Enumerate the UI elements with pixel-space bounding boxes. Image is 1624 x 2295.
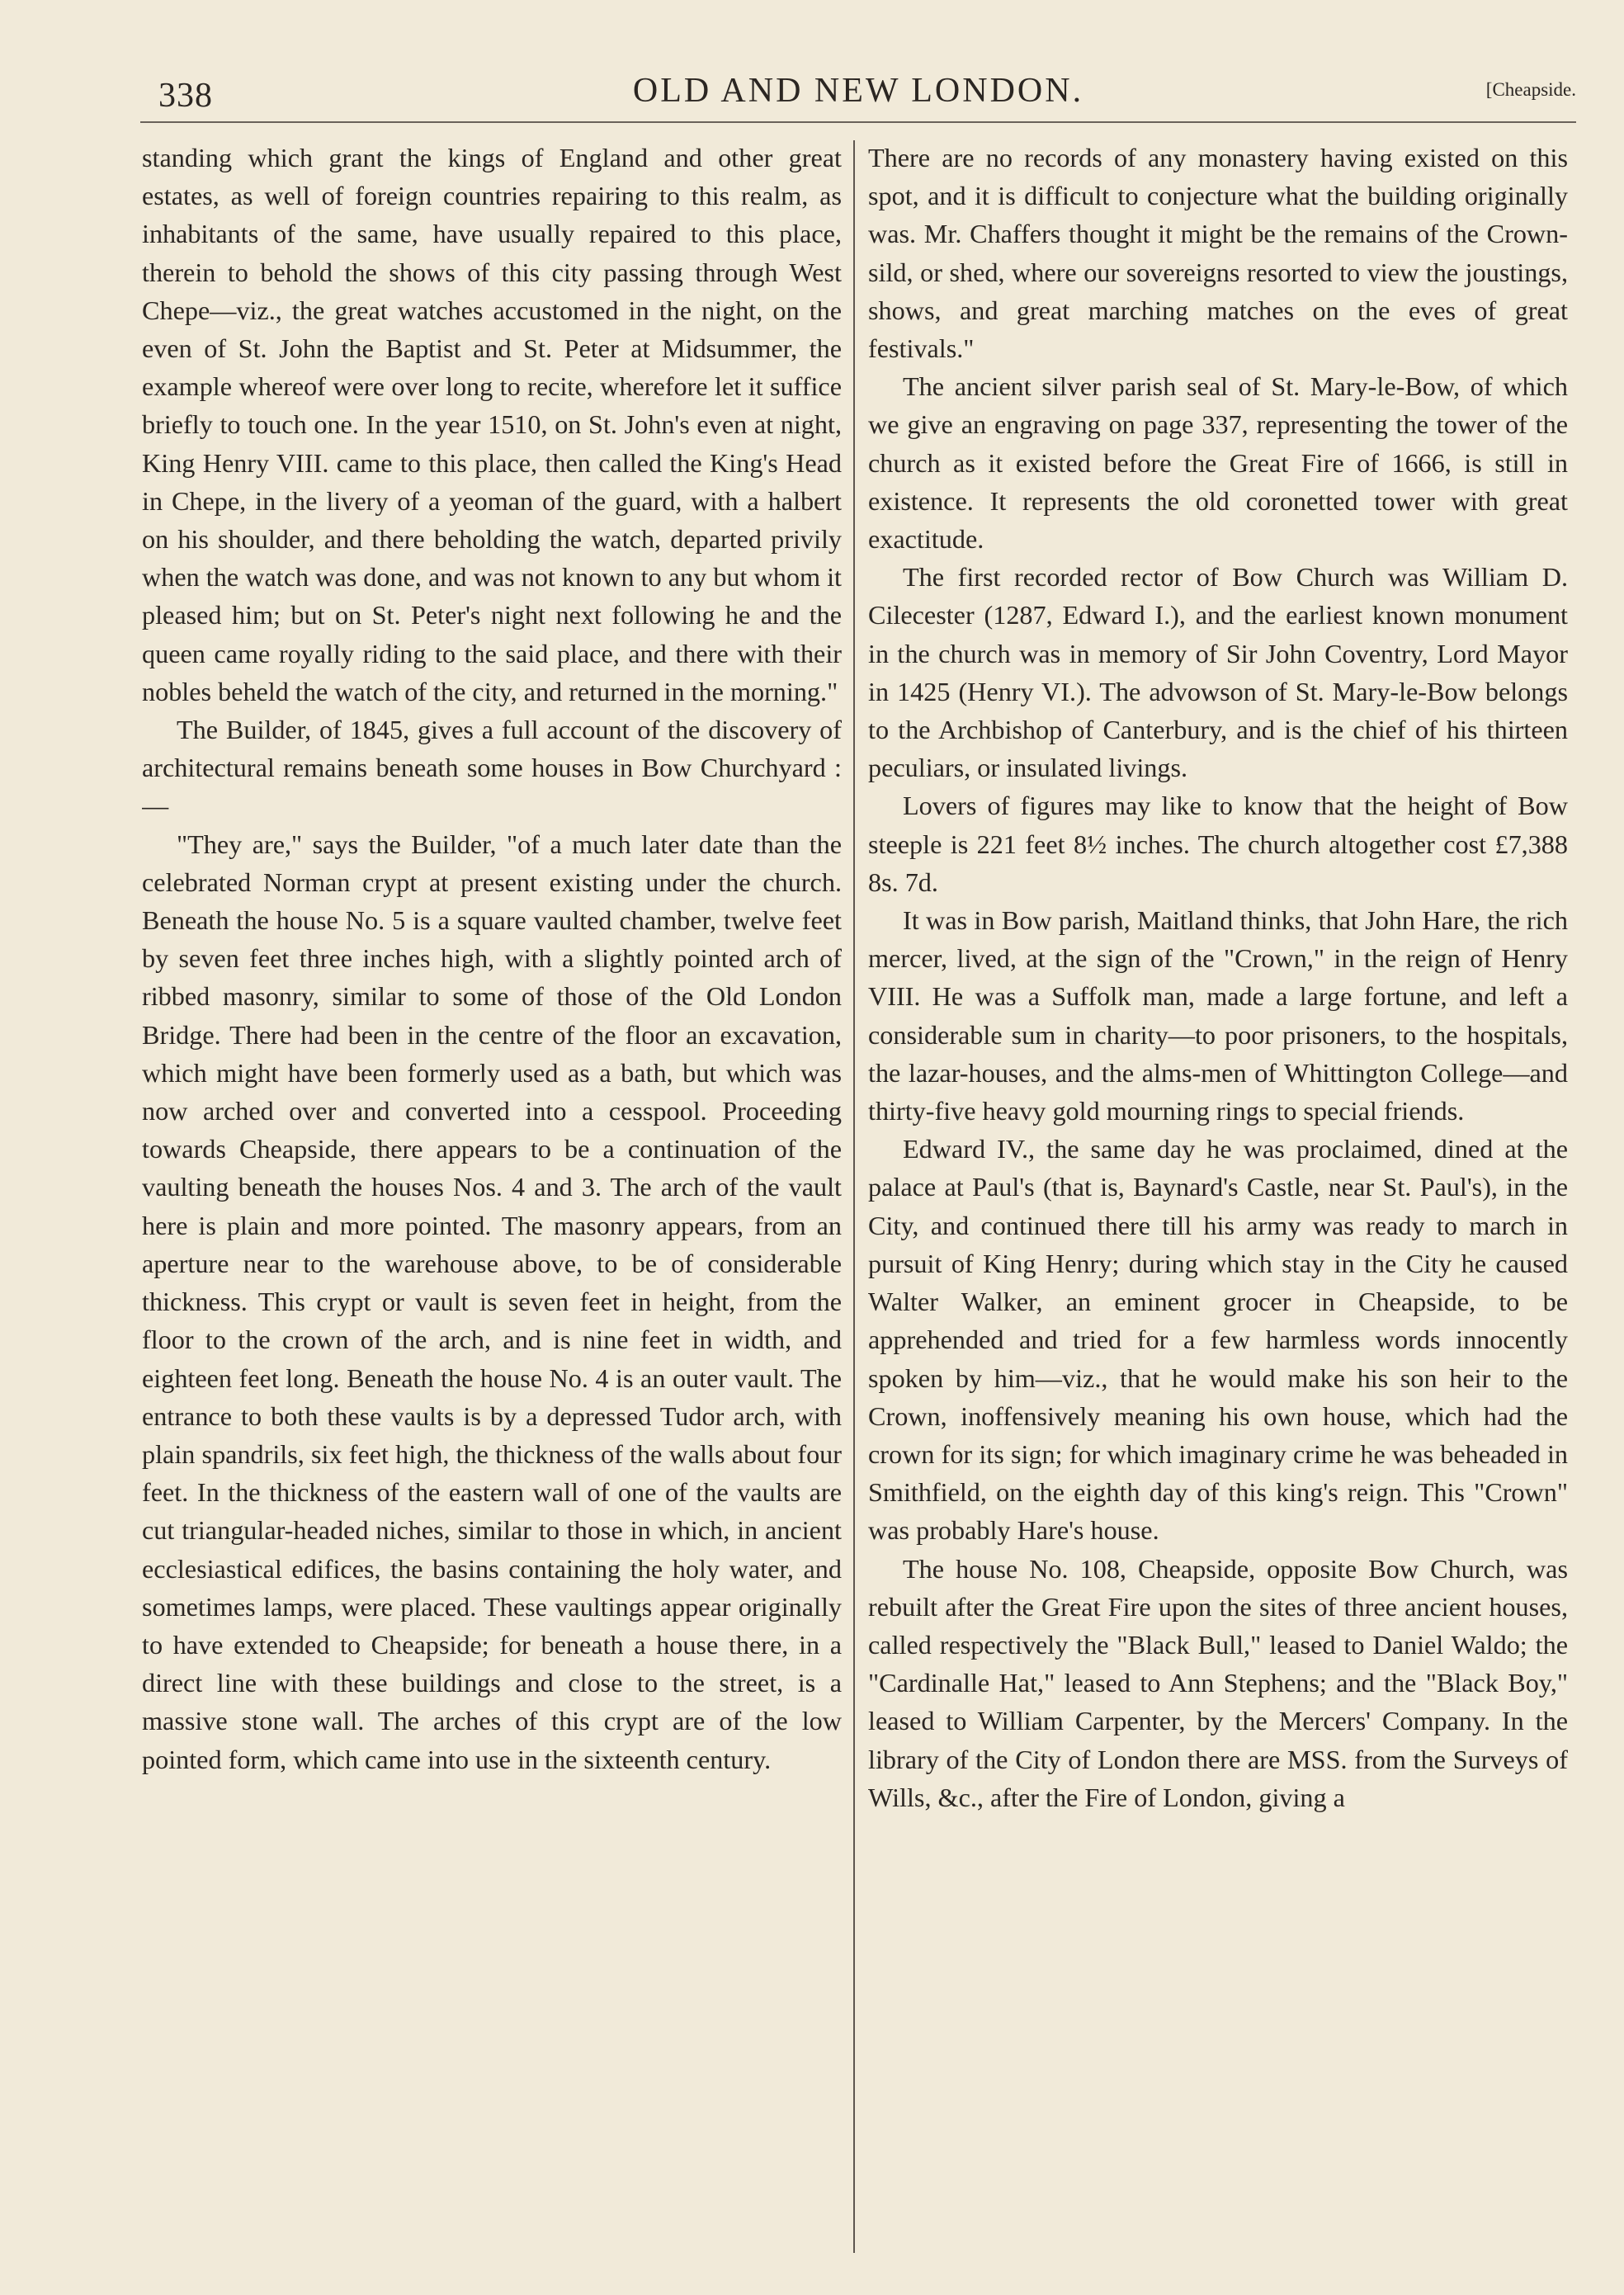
running-title: OLD AND NEW LONDON. — [632, 72, 1084, 110]
paragraph: Lovers of figures may like to know that the height of Bow steeple is 221 feet 8½ inches. The church altogether cost £7,388 8s. 7d. — [868, 791, 1568, 897]
paragraph: standing which grant the kings of England and other great estates, as well of foreign countries repairing to this realm, as inhabitants of the same, have usually repaired to this place, therein to behold the shows of this city passing through West Chepe—viz., the great watches accustomed in the night, on the even of St. John the Baptist and St. Peter at Midsummer, the example whereof were over long to recite, wherefore let it suffice briefly to touch one. In the year 1510, on St. John's even at night, King Henry VIII. came to this place, then called the King's Head in Chepe, in the livery of a yeoman of the guard, with a halbert on his shoulder, and there beholding the watch, departed privily when the watch was done, and was not known to any but whom it pleased him; but on St. Peter's night next following he and the queen came royally riding to the said place, and there with their nobles beheld the watch of the city, and returned in the morning." — [142, 143, 842, 706]
column-divider — [853, 140, 855, 2253]
paragraph: The house No. 108, Cheapside, opposite Bow Church, was rebuilt after the Great Fire upon the sites of three ancient houses, called respectively the "Black Bull," leased to Daniel Waldo; the "Cardinalle Hat," leased to Ann Stephens; and the "Black Boy," leased to William Carpenter, by the Mercers' Company. In the library of the City of London there are MSS. from the Surveys of Wills, &c., after the Fire of London, giving a — [868, 1553, 1568, 1812]
paragraph: The Builder, of 1845, gives a full account of the discovery of architectural remains beneath some houses in Bow Churchyard :— — [142, 715, 842, 821]
paragraph: There are no records of any monastery having existed on this spot, and it is difficult to conjecture what the building originally was. Mr. Chaffers thought it might be the remains of the Crown-sild, or shed, where our sovereigns resorted to view the joustings, shows, and great marching matches on the eves of great festivals." — [868, 143, 1568, 364]
left-column — [142, 139, 842, 2268]
header-rule — [140, 121, 1576, 123]
paragraph: The first recorded rector of Bow Church was William D. Cilecester (1287, Edward I.), and the earliest known monument in the church was in memory of Sir John Coventry, Lord Mayor in 1425 (Henry VI.). The advowson of St. Mary-le-Bow belongs to the Archbishop of Canterbury, and is the chief of his thirteen peculiars, or insulated livings. — [868, 562, 1568, 783]
section-tag: [Cheapside. — [1485, 79, 1576, 100]
paragraph: The ancient silver parish seal of St. Mary-le-Bow, of which we give an engraving on page 337, representing the tower of the church as it existed before the Great Fire of 1666, is still in existence. It represents the old coronetted tower with great exactitude. — [868, 371, 1568, 555]
page-header — [140, 69, 1576, 119]
right-column — [868, 139, 1568, 2268]
paragraph: It was in Bow parish, Maitland thinks, that John Hare, the rich mercer, lived, at the sign of the "Crown," in the reign of Henry VIII. He was a Suffolk man, made a large fortune, and left a considerable sum in charity—to poor prisoners, to the hospitals, the lazar-houses, and the alms-men of Whittington College—and thirty-five heavy gold mourning rings to special friends. — [868, 905, 1568, 1126]
page-number: 338 — [158, 77, 213, 115]
paragraph: Edward IV., the same day he was proclaimed, dined at the palace at Paul's (that is, Baynard's Castle, near St. Paul's), in the City, and continued there till his army was ready to march in pursuit of King Henry; during which stay in the City he caused Walter Walker, an eminent grocer in Cheapside, to be apprehended and tried for a few harmless words innocently spoken by him—viz., that he would make his son heir to the Crown, inoffensively meaning his own house, which had the crown for its sign; for which imaginary crime he was beheaded in Smithfield, on the eighth day of this king's reign. This "Crown" was probably Hare's house. — [868, 1134, 1568, 1546]
paragraph: "They are," says the Builder, "of a much later date than the celebrated Norman crypt at present existing under the church. Beneath the house No. 5 is a square vaulted chamber, twelve feet by seven feet three inches high, with a slightly pointed arch of ribbed masonry, similar to some of those of the Old London Bridge. There had been in the centre of the floor an excavation, which might have been formerly used as a bath, but which was now arched over and converted into a cesspool. Proceeding towards Cheapside, there appears to be a continuation of the vaulting beneath the houses Nos. 4 and 3. The arch of the vault here is plain and more pointed. The masonry appears, from an aperture near to the warehouse above, to be of considerable thickness. This crypt or vault is seven feet in height, from the floor to the crown of the arch, and is nine feet in width, and eighteen feet long. Beneath the house No. 4 is an outer vault. The entrance to both these vaults is by a depressed Tudor arch, with plain spandrils, six feet high, the thickness of the walls about four feet. In the thickness of the eastern wall of one of the vaults are cut triangular-headed niches, similar to those in which, in ancient ecclesiastical edifices, the basins containing the holy water, and sometimes lamps, were placed. These vaultings appear originally to have extended to Cheapside; for beneath a house there, in a direct line with these buildings and close to the street, is a massive stone wall. The arches of this crypt are of the low pointed form, which came into use in the sixteenth century. — [142, 829, 842, 1774]
